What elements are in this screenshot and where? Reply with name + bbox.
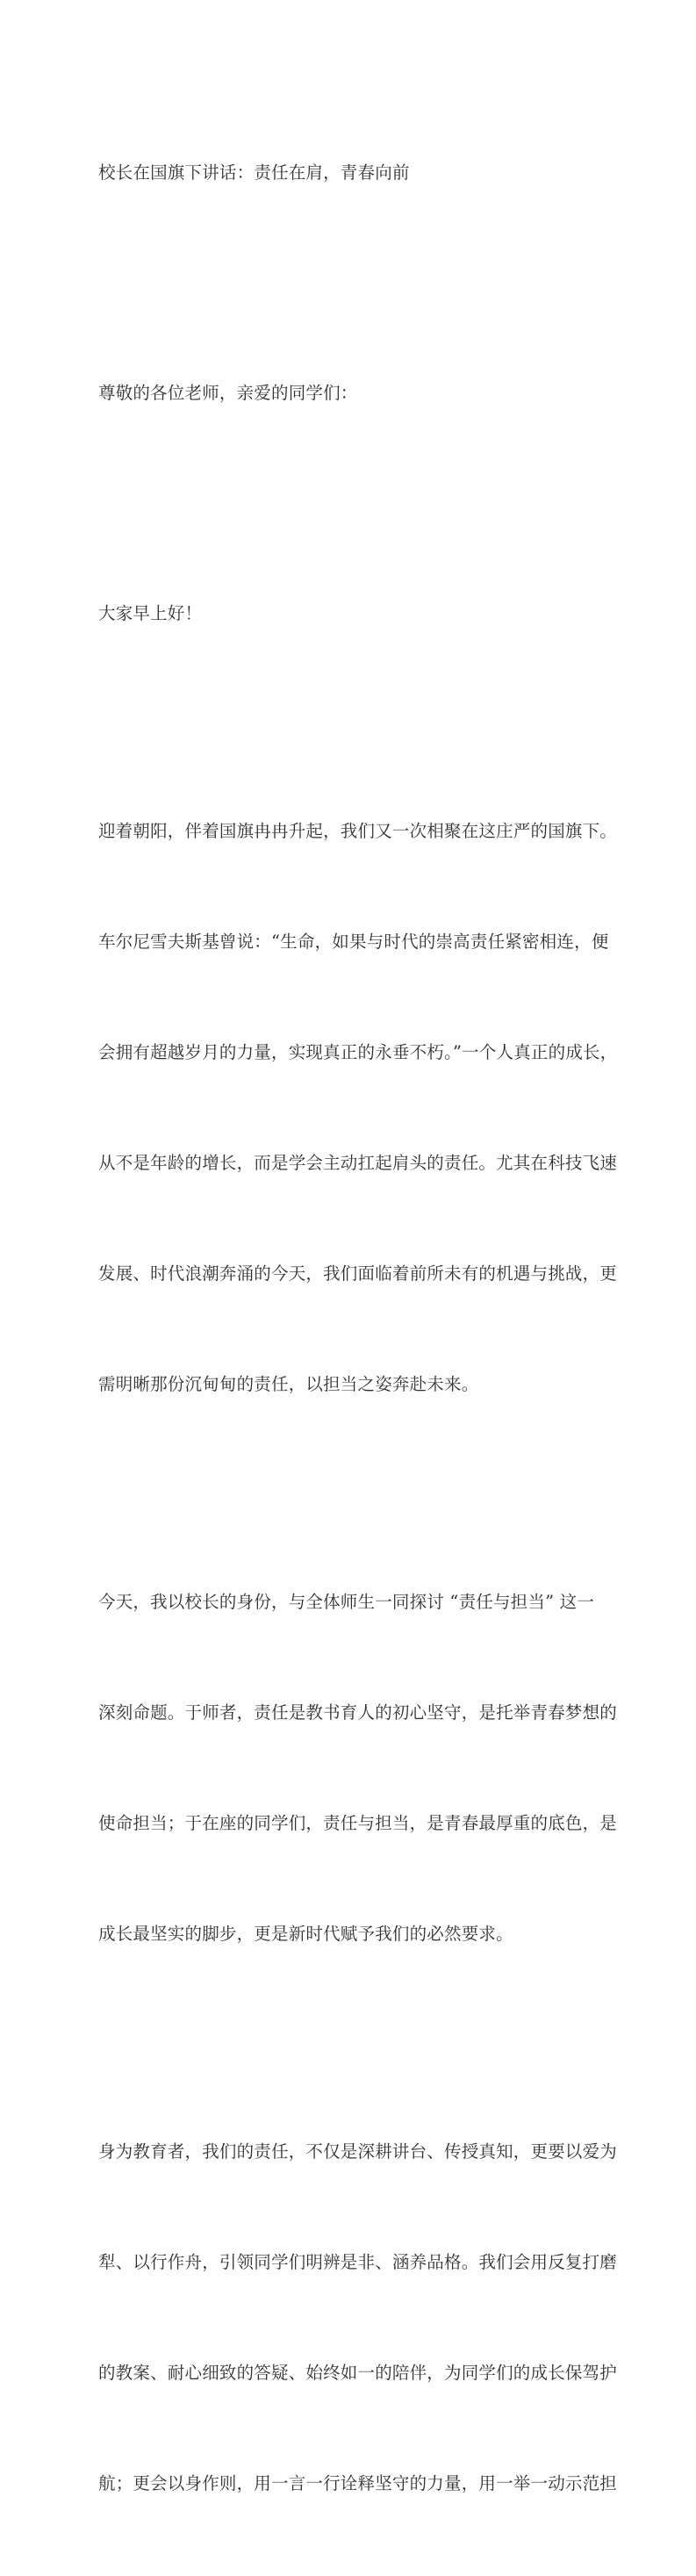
paragraph-1 — [98, 739, 618, 1477]
paragraph-line: 从不是年龄的增长，而是学会主动扛起肩头的责任。尤其在科技飞速 — [98, 1153, 618, 1173]
document-body — [98, 81, 618, 2576]
salutation — [98, 301, 600, 486]
paragraph-line: 犁、以行作舟，引领同学们明辨是非、涵养品格。我们会用反复打磨 — [98, 2252, 618, 2272]
document-title — [98, 81, 600, 265]
greeting-line: 大家早上好！ — [98, 603, 203, 623]
paragraph-line: 车尔尼雪夫斯基曾说：“生命，如果与时代的崇高责任紧密相连，便 — [98, 932, 609, 952]
title-line: 校长在国旗下讲话：责任在肩，青春向前 — [98, 162, 410, 183]
paragraph-line: 航；更会以身作则，用一言一行诠释坚守的力量，用一举一动示范担 — [98, 2473, 618, 2493]
paragraph-line: 成长最坚实的脚步，更是新时代赋予我们的必然要求。 — [98, 1924, 513, 1944]
paragraph-3 — [98, 2060, 618, 2576]
paragraph-line: 会拥有超越岁月的力量，实现真正的永垂不朽。”一个人真正的成长， — [98, 1042, 618, 1062]
paragraph-line: 深刻命题。于师者，责任是教书育人的初心坚守，是托举青春梦想的 — [98, 1702, 618, 1723]
salutation-line: 尊敬的各位老师，亲爱的同学们： — [98, 383, 358, 403]
paragraph-line: 发展、时代浪潮奔涌的今天，我们面临着前所未有的机遇与挑战，更 — [98, 1263, 618, 1284]
paragraph-line: 使命担当；于在座的同学们，责任与担当，是青春最厚重的底色，是 — [98, 1813, 618, 1833]
greeting — [98, 522, 600, 706]
paragraph-line: 需明晰那份沉甸甸的责任，以担当之姿奔赴未来。 — [98, 1374, 479, 1394]
paragraph-2 — [98, 1510, 618, 2026]
paragraph-line: 的教案、耐心细致的答疑、始终如一的陪伴，为同学们的成长保驾护 — [98, 2363, 618, 2383]
paragraph-line: 身为教育者，我们的责任，不仅是深耕讲台、传授真知，更要以爱为 — [98, 2141, 618, 2162]
paragraph-line: 迎着朝阳，伴着国旗冉冉升起，我们又一次相聚在这庄严的国旗下。 — [98, 821, 618, 841]
paragraph-line: 今天，我以校长的身份，与全体师生一同探讨 “责任与担当” 这一 — [98, 1592, 595, 1612]
